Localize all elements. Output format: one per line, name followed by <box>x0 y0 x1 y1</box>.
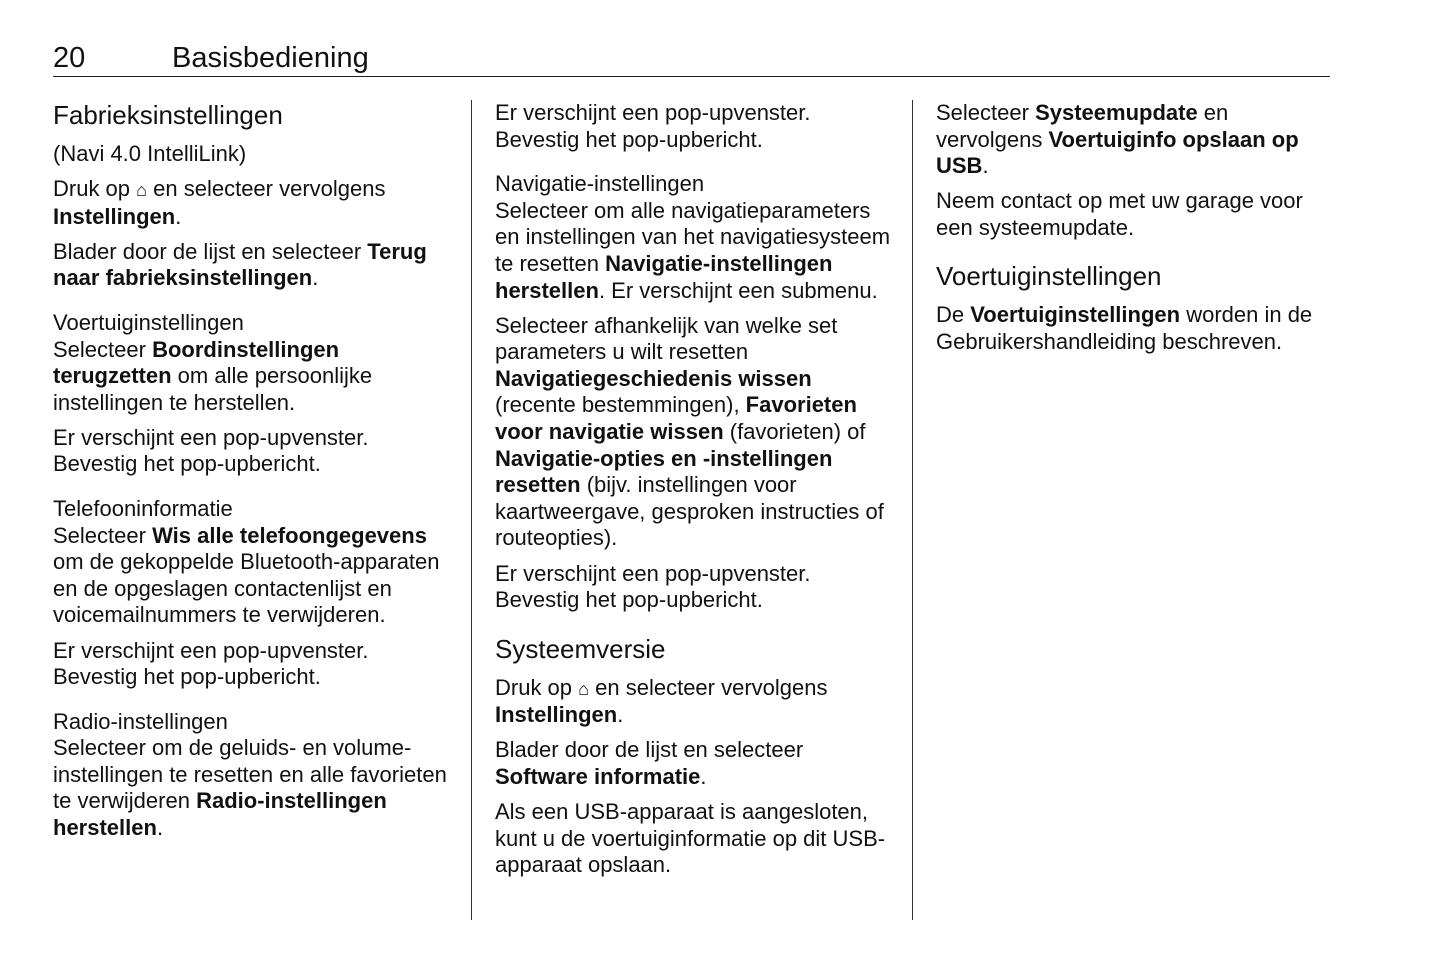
text: Selecteer <box>936 100 1036 125</box>
text: om de gekoppelde Bluetooth-apparaten en de opgeslagen contactenlijst en voicemailnummers te verwijderen. <box>53 549 440 628</box>
text: . <box>617 702 624 728</box>
text: Blader door de lijst en selecteer <box>495 737 804 763</box>
text: . <box>312 265 319 291</box>
menu-term: Navigatie-opties en -instellingen resetten <box>495 445 833 498</box>
home-icon: ⌂ <box>136 180 148 201</box>
text: Selecteer <box>53 336 153 362</box>
text: Telefooninformatie <box>53 496 233 522</box>
menu-term: Systeemupdate <box>1035 100 1198 125</box>
text: (recente bestemmingen), <box>495 392 746 418</box>
text: Radio-instellingen <box>53 708 228 734</box>
text: Er verschijnt een pop-upvenster. Bevestig het pop-upbericht. <box>495 100 811 152</box>
column-divider <box>912 100 913 920</box>
paragraph <box>495 198 893 304</box>
text: worden in de Gebruikershandleiding beschreven. <box>936 302 1313 355</box>
paragraph <box>495 737 893 790</box>
text: . <box>175 203 182 229</box>
paragraph <box>53 337 451 417</box>
text: Neem contact op met uw garage voor een systeemupdate. <box>936 188 1303 240</box>
menu-term: Favorieten voor navigatie wissen <box>495 392 857 445</box>
text: Navigatie-instellingen <box>495 171 705 197</box>
subsection-heading <box>53 496 451 523</box>
text: . <box>982 153 989 179</box>
paragraph <box>936 302 1334 355</box>
menu-term: Instellingen <box>53 203 176 229</box>
text: (bijv. instellingen voor kaartweergave, gesproken instructies of routeopties). <box>495 472 884 551</box>
paragraph <box>495 100 893 153</box>
text: . <box>156 815 164 841</box>
text: . <box>700 763 707 789</box>
paragraph <box>53 176 451 230</box>
paragraph <box>495 675 893 729</box>
text: Selecteer afhankelijk van welke set parameters u wilt resetten <box>495 312 838 365</box>
text: Druk op <box>53 176 137 202</box>
page-header <box>53 42 1330 77</box>
text: De <box>936 302 971 328</box>
menu-term: Terug naar fabrieksinstellingen <box>53 238 427 291</box>
text: . Er verschijnt een submenu. <box>598 277 878 303</box>
section-heading <box>936 261 1334 291</box>
paragraph <box>53 523 451 629</box>
text: Er verschijnt een pop-upvenster. Bevestig het pop-upbericht. <box>53 424 369 477</box>
text: (Navi 4.0 IntelliLink) <box>53 141 247 166</box>
text: Selecteer <box>53 522 153 548</box>
subsection-heading <box>53 709 451 736</box>
paragraph <box>53 638 451 691</box>
menu-term: Radio-instellingen herstellen <box>53 788 387 841</box>
text: Voertuiginstellingen <box>53 309 244 335</box>
text: Voertuiginstellingen <box>936 261 1162 292</box>
paragraph <box>495 799 893 879</box>
menu-term: Instellingen <box>495 702 618 728</box>
page-number: 20 <box>53 42 86 74</box>
text: Selecteer om alle navigatieparameters en instellingen van het navigatiesysteem te resetten <box>495 197 891 276</box>
column-2 <box>495 100 893 887</box>
text: en selecteer vervolgens <box>147 176 386 202</box>
text: om alle persoonlijke instellingen te herstellen. <box>53 363 373 415</box>
text: Er verschijnt een pop-upvenster. Bevestig het pop-upbericht. <box>495 560 811 613</box>
menu-term: Wis alle telefoongegevens <box>152 522 427 548</box>
paragraph <box>53 735 451 841</box>
paragraph <box>936 188 1334 241</box>
text: Fabrieksinstellingen <box>53 100 283 130</box>
paragraph <box>53 141 451 168</box>
paragraph <box>53 239 451 292</box>
menu-term: Navigatie-instellingen herstellen <box>495 250 833 303</box>
home-icon: ⌂ <box>578 678 590 699</box>
section-heading <box>495 634 893 664</box>
subsection-heading <box>53 310 451 337</box>
text: Druk op <box>495 674 579 700</box>
subsection-heading <box>495 171 893 198</box>
column-3 <box>936 100 1334 364</box>
text: Selecteer om de geluids- en volume-instellingen te resetten en alle favorieten te verwijderen <box>53 735 447 814</box>
paragraph <box>495 313 893 552</box>
text: (favorieten) of <box>723 419 866 445</box>
section-heading <box>53 100 451 130</box>
menu-term: Voertuiginstellingen <box>970 302 1181 328</box>
text: Als een USB-apparaat is aangesloten, kunt u de voertuiginformatie op dit USB-apparaat opslaan. <box>495 799 886 878</box>
menu-term: Boordinstellingen terugzetten <box>53 336 340 389</box>
menu-term: Software informatie <box>495 763 701 789</box>
column-divider <box>471 100 472 920</box>
text: en selecteer vervolgens <box>589 674 828 700</box>
chapter-title: Basisbediening <box>172 42 369 74</box>
text: Blader door de lijst en selecteer <box>53 238 368 264</box>
paragraph <box>53 425 451 478</box>
paragraph <box>495 561 893 614</box>
paragraph <box>936 100 1334 180</box>
text: Systeemversie <box>495 633 666 664</box>
column-1 <box>53 100 451 850</box>
menu-term: Voertuiginfo opslaan op USB <box>936 126 1299 179</box>
text: en vervolgens <box>936 100 1229 152</box>
text: Er verschijnt een pop-upvenster. Bevestig het pop-upbericht. <box>53 637 369 690</box>
menu-term: Navigatiegeschiedenis wissen <box>495 365 812 391</box>
